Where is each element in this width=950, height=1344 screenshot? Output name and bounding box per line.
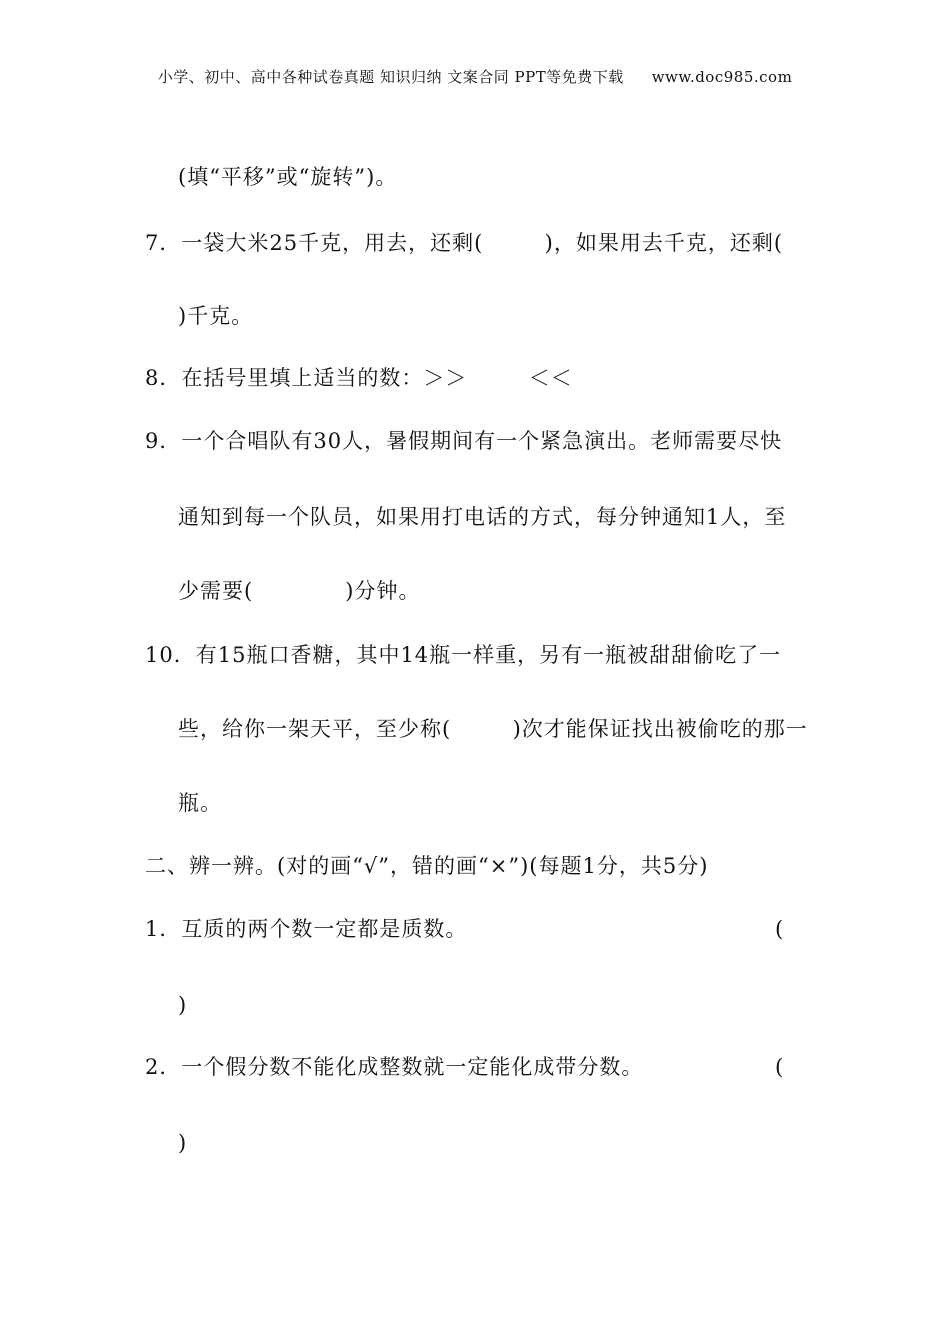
question-9-line-3: 少需要( )分钟。 xyxy=(178,579,421,603)
header-text: 小学、初中、高中各种试卷真题 知识归纳 文案合同 PPT等免费下载 xyxy=(157,68,624,86)
question-9-line-1: 9．一个合唱队有30人，暑假期间有一个紧急演出。老师需要尽快 xyxy=(145,429,783,453)
judge-item-2-open-paren: ( xyxy=(775,1055,784,1079)
judge-item-2-close-paren: ) xyxy=(178,1131,188,1155)
question-9-line-2: 通知到每一个队员，如果用打电话的方式，每分钟通知1人，至 xyxy=(178,505,787,529)
header-site: www.doc985.com xyxy=(651,68,793,86)
judge-item-1-close-paren: ) xyxy=(178,993,188,1017)
q6-continuation: (填“平移”或“旋转”)。 xyxy=(178,165,398,189)
question-8: 8．在括号里填上适当的数：＞＞ ＜＜ xyxy=(145,366,573,390)
question-10-line-1: 10．有15瓶口香糖，其中14瓶一样重，另有一瓶被甜甜偷吃了一 xyxy=(145,643,782,667)
question-10-line-2: 些，给你一架天平，至少称( )次才能保证找出被偷吃的那一 xyxy=(178,717,808,741)
question-7-line-2: )千克。 xyxy=(178,304,254,328)
page-header xyxy=(0,66,950,87)
judge-item-2: 2．一个假分数不能化成整数就一定能化成带分数。 xyxy=(145,1055,644,1079)
judge-item-1: 1．互质的两个数一定都是质数。 xyxy=(145,917,468,941)
judge-item-1-open-paren: ( xyxy=(775,917,784,941)
question-10-line-3: 瓶。 xyxy=(178,791,222,815)
question-7-line-1: 7．一袋大米25千克，用去，还剩( )，如果用去千克，还剩( xyxy=(145,231,784,255)
section-2-heading: 二、辨一辨。(对的画“√”，错的画“×”)(每题1分，共5分) xyxy=(145,854,709,878)
